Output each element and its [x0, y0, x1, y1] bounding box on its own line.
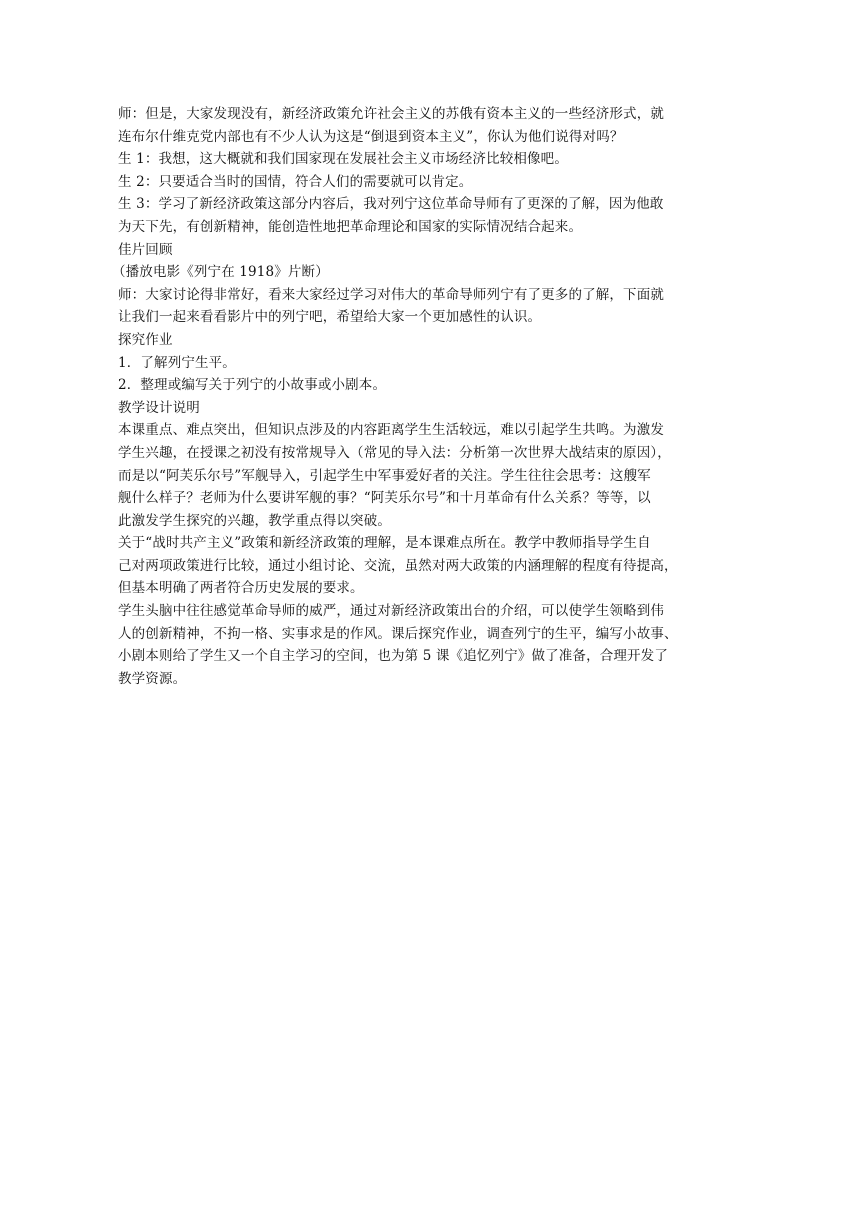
text-line: 师：大家讨论得非常好，看来大家经过学习对伟大的革命导师列宁有了更多的了解，下面就 [118, 286, 664, 303]
text-line: 教学资源。 [118, 670, 187, 687]
document-body [112, 103, 736, 690]
text-line: 舰什么样子？老师为什么要讲军舰的事？“阿芙乐尔号”和十月革命有什么关系？等等，以 [118, 490, 651, 507]
text-line: 学生头脑中往往感觉革命导师的威严，通过对新经济政策出台的介绍，可以使学生领略到伟 [118, 603, 664, 620]
text-line: 此激发学生探究的兴趣，教学重点得以突破。 [118, 512, 391, 529]
text-line: 己对两项政策进行比较，通过小组讨论、交流，虽然对两大政策的内涵理解的程度有待提高， [118, 557, 678, 574]
section-heading: 佳片回顾 [118, 241, 173, 258]
text-line: 学生兴趣，在授课之初没有按常规导入（常见的导入法：分析第一次世界大战结束的原因）， [118, 444, 671, 461]
text-line: 让我们一起来看看影片中的列宁吧，希望给大家一个更加感性的认识。 [118, 309, 542, 326]
text-line: 生 2：只要适合当时的国情，符合人们的需要就可以肯定。 [118, 173, 473, 190]
list-item: 1．了解列宁生平。 [118, 354, 236, 371]
list-item: 2．整理或编写关于列宁的小故事或小剧本。 [118, 377, 387, 394]
text-line: 但基本明确了两者符合历史发展的要求。 [118, 580, 364, 597]
text-line: 人的创新精神，不拘一格、实事求是的作风。课后探究作业，调查列宁的生平，编写小故事、 [118, 625, 678, 642]
text-line: 师：但是，大家发现没有，新经济政策允许社会主义的苏俄有资本主义的一些经济形式，就 [118, 106, 664, 122]
text-line: 本课重点、难点突出，但知识点涉及的内容距离学生生活较远，难以引起学生共鸣。为激发 [118, 422, 664, 439]
text-line: 关于“战时共产主义”政策和新经济政策的理解，是本课难点所在。教学中教师指导学生自 [118, 535, 651, 552]
text-line: 而是以“阿芙乐尔号”军舰导入，引起学生中军事爱好者的关注。学生往往会思考：这艘军 [118, 467, 651, 484]
text-line: （播放电影《列宁在 1918》片断） [112, 264, 329, 281]
text-line: 连布尔什维克党内部也有不少人认为这是“倒退到资本主义”，你认为他们说得对吗？ [118, 128, 624, 145]
section-heading: 教学设计说明 [118, 399, 200, 416]
text-line: 生 1：我想，这大概就和我们国家现在发展社会主义市场经济比较相像吧。 [118, 151, 568, 168]
text-line: 为天下先，有创新精神，能创造性地把革命理论和国家的实际情况结合起来。 [118, 218, 583, 235]
section-heading: 探究作业 [118, 331, 173, 348]
text-line: 生 3：学习了新经济政策这部分内容后，我对列宁这位革命导师有了更深的了解，因为他敢 [118, 196, 664, 213]
text-line: 小剧本则给了学生又一个自主学习的空间，也为第 5 课《追忆列宁》做了准备，合理开发了 [118, 648, 668, 665]
